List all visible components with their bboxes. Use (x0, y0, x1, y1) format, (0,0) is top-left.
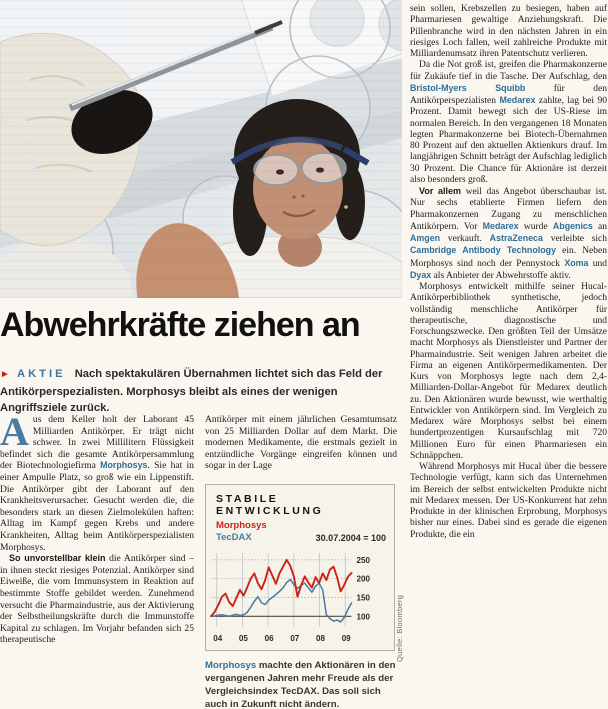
svg-text:100: 100 (356, 612, 371, 622)
svg-text:07: 07 (290, 633, 300, 643)
svg-text:06: 06 (264, 633, 274, 643)
legend-tecdax: TecDAX (216, 531, 252, 543)
left-column (0, 414, 194, 709)
paragraph: So unvorstellbar klein die Antikörper sind – in ihnen steckt riesiges Potenzial. Antikörper sind Eiweiße, die vom Immunsystem in Reaktion auf bestimmte Stoffe gebildet werden. Zunehmend versucht die Pharmaindustrie, aus der Aktivierung der Selbstheilungskräfte durch die Immunstoffe Kapital zu schlagen. Im Vorjahr befanden sich 25 therapeutische (0, 553, 194, 646)
legend-morphosys: Morphosys (216, 519, 267, 531)
deck (0, 366, 402, 417)
svg-text:05: 05 (238, 633, 248, 643)
paragraph: Vor allem weil das Angebot überschaubar ist. Nur sechs etablierte Firmen liefern den Pharmakonzernen Zugang zu menschlichen Antikörpern. Vor Medarex wurde Abgenics an Amgen verkauft. AstraZeneca verleibte sich Cambridge Antibody Technology ein. Neben Morphosys sind noch der Pennystock Xoma und Dyax als Anbieter der Abwehrstoffe aktiv. (410, 186, 607, 281)
chart-index-note: 30.07.2004 = 100 (315, 532, 386, 543)
kicker-label: AKTIE (17, 368, 66, 380)
chart-title: STABILE ENTWICKLUNG (216, 492, 324, 517)
stock-chart (205, 484, 395, 651)
svg-text:250: 250 (356, 555, 371, 565)
lab-photo-illustration (0, 0, 402, 298)
paragraph: sein sollen, Krebszellen zu besiegen, haben auf Pharmariesen gewaltige Anziehungskraft. Die Pillenbranche wird in den nächsten Jahren in ein riesiges Loch fallen, weil zahlreiche Produkte mit Milliardenumsatz ihren Patentschutz verlieren. (410, 4, 607, 59)
chart-legend (206, 520, 394, 544)
svg-text:150: 150 (356, 593, 371, 603)
paragraph: Antikörper mit einem jährlichen Gesamtumsatz von 25 Milliarden Dollar auf dem Markt. Die modernen Medikamente, die erstmals gezielt in entzündliche Vorgänge eingreifen können und sogar in der Lage (205, 414, 397, 472)
svg-text:04: 04 (213, 633, 223, 643)
dropcap: A (0, 414, 29, 454)
lab-photo (0, 0, 402, 298)
paragraph-text: us dem Keller holt der Laborant 45 Milliarden Antikörper. Er trägt nicht schwer. In zwei Millilitern Flüssigkeit befindet sich die gesamte Antikörpersammlung der Biotechnologiefirma Morphosys. Sie hat in einer Ampulle Platz, so groß wie ein Lippenstift. Die Antikörper gibt der Laborant auf den Krankheitsverursacher. Gesucht werden die, die besonders stark an diesen Zielmolekülen haften: Alltag im Kampf gegen Krebs und andere Krankheiten, Alltag beim Antikörperspezialisten Morphosys. (0, 414, 194, 553)
svg-text:09: 09 (341, 633, 351, 643)
middle-column (205, 414, 397, 709)
right-column (410, 4, 607, 707)
kicker-arrow-icon: ► (0, 369, 10, 380)
paragraph (0, 414, 194, 553)
deck-text: Nach spektakulären Übernahmen lichtet sich das Feld der Antikörperspezialisten. Morphosys bleibt als eines der wenigen Angriffsziele zurück. (0, 368, 383, 414)
paragraph: Während Morphosys mit Hucal über die bessere Technologie verfügt, kann sich das Unternehmen im Bereich der selbst entwickelten Produkte nicht mit Medarex messen. Der US-Konkurrent hat zehn Produkte in der klinischen Erprobung, Morphosys bisher nur eines. Dabei sind es gerade die eigenen Produkte, die ein (410, 462, 607, 540)
chart-plot (209, 547, 391, 648)
chart-caption: Morphosys machte den Aktionären in den vergangenen Jahren mehr Freude als der Vergleichsindex TecDAX. Das soll sich auch in Zukunft nicht ändern. (205, 659, 396, 709)
paragraph: Da die Not groß ist, greifen die Pharmakonzerne für Zukäufe tief in die Tasche. Der Aufschlag, den Bristol-Myers Squibb für den Antikörperspezialisten Medarex zahlte, lag bei 90 Prozent. Damit bewegt sich der US-Riese im normalen Bereich. In den vergangenen 18 Monaten legten Pharmakonzerne bei Biotech-Übernahmen 80 Prozent auf den aktuellen Aktienkurs drauf. Im langjährigen Schnitt beträgt der Aufschlag lediglich 30 Prozent. Die Chance für Aktionäre ist derzeit also besonders groß. (410, 60, 607, 185)
paragraph: Morphosys entwickelt mithilfe seiner Hucal-Antikörperbibliothek synthetische, jedoch vollständig menschliche Antikörper für therapeutische, diagnostische und Forschungszwecke. Den größten Teil der Umsätze macht Morphosys als Dienstleister und Partner der Pharmaindustrie. Seit wenigen Jahren arbeitet die Firma an eigenen Antikörpermedikamenten. Der Kurs von Morphosys legte nach dem 2,4-Milliarden-Dollar-Angebot für Medarex deutlich zu. Den Aktionären wurde bewusst, wie werthaltig Entwickler von Antikörpern sind. Im Vergleich zu Medarex wäre Morphosys selbst bei einem hundertprozentigen Kursaufschlag mit 720 Millionen Euro für einen Pharmariesen ein Schnäppchen. (410, 282, 607, 461)
svg-text:08: 08 (316, 633, 326, 643)
svg-text:200: 200 (356, 574, 371, 584)
headline: Abwehrkräfte ziehen an (0, 306, 360, 344)
chart-source: Quelle: Bloomberg (395, 594, 404, 662)
